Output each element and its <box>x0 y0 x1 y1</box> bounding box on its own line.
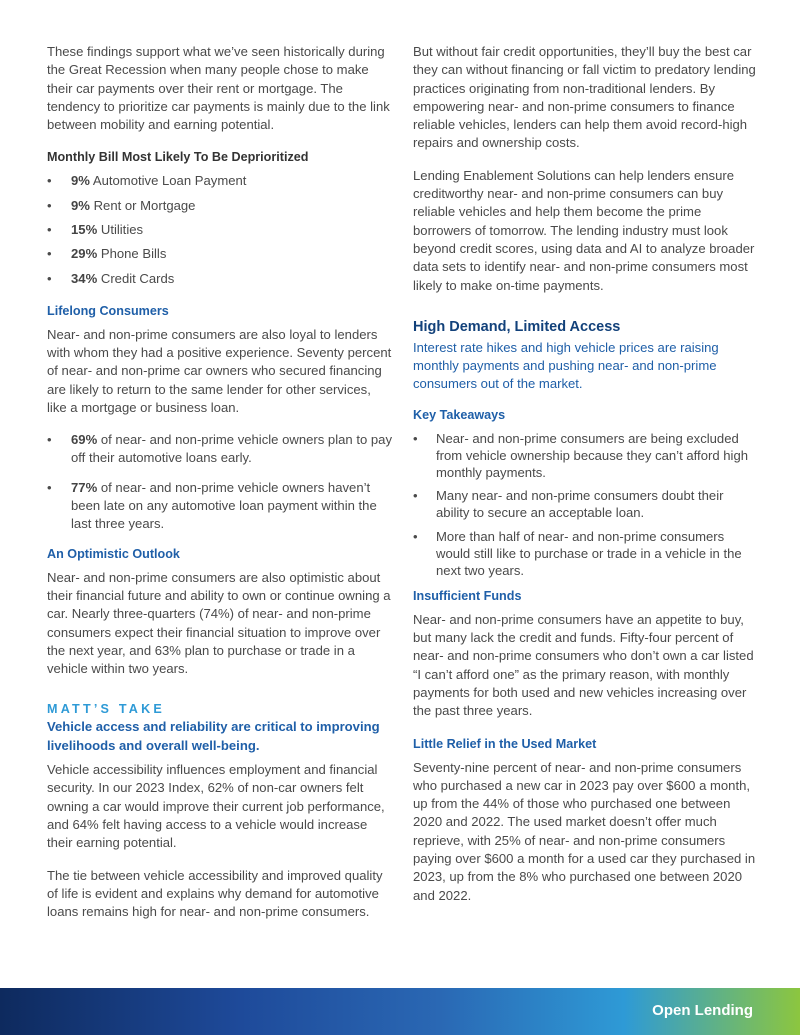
matts-take-paragraph-2: The tie between vehicle accessibility and improved quality of life is evident and explains why demand for automotive loans remains high for near- and non-prime consumers. <box>47 867 383 920</box>
section-heading-insufficient-funds: Insufficient Funds <box>413 588 522 603</box>
lifelong-list <box>47 431 392 533</box>
outlook-paragraph: Near- and non-prime consumers are also optimistic about their financial future and ability to own or continue owning a car. Nearly three-quarters (74%) of near- and non-prime consumers expect their financial situation to improve over the next year, and 63% plan to purchase or trade in a vehicle within two years. <box>47 569 391 677</box>
key-takeaways-list <box>413 430 758 579</box>
list-item: • 9% Rent or Mortgage <box>47 197 392 215</box>
intro-paragraph: These findings support what we’ve seen historically during the Great Recession when many people chose to make their car payments over their rent or mortgage. The tendency to prioritize car payments is mainly due to the link between mobility and earning potential. <box>47 44 390 133</box>
list-item: • More than half of near- and non-prime consumers would still like to purchase or trade in a vehicle in the next two years. <box>413 528 758 579</box>
left-column <box>47 43 392 921</box>
insufficient-funds-paragraph: Near- and non-prime consumers have an appetite to buy, but many lack the credit and funds. Fifty-four percent of near- and non-prime consumers who don’t own a car listed “I can’t afford one” as the primary reason, with monthly payments for both used and new vehicles increasing over the past three years. <box>413 611 754 719</box>
list-item: • 69% of near- and non-prime vehicle owners plan to pay off their automotive loans early. <box>47 431 392 468</box>
lending-paragraph: Lending Enablement Solutions can help lenders ensure creditworthy near- and non-prime consumers can buy reliable vehicles and help them become the prime borrowers of tomorrow. The lending industry must look beyond credit scores, using data and AI to analyze broader data sets to identify near- and non-prime consumers most likely to make on-time payments. <box>413 167 755 293</box>
list-item: • Near- and non-prime consumers are being excluded from vehicle ownership because they can’t afford high monthly payments. <box>413 430 758 481</box>
section-subtitle-high-demand: Interest rate hikes and high vehicle prices are raising monthly payments and pushing near- and non-prime consumers out of the market. <box>413 339 719 392</box>
section-title-high-demand: High Demand, Limited Access <box>413 318 621 335</box>
brand-logo: Open Lending <box>652 1002 753 1019</box>
right-column <box>413 43 758 905</box>
list-item: • 34% Credit Cards <box>47 270 392 288</box>
matts-take-label: MATT’S TAKE <box>47 702 165 717</box>
section-heading-used-market: Little Relief in the Used Market <box>413 736 597 751</box>
matts-take-paragraph-1: Vehicle accessibility influences employment and financial security. In our 2023 Index, 62% of non-car owners felt owning a car would improve their current job performance, and 64% felt having access to a vehicle would increase their earning potential. <box>47 762 385 851</box>
used-market-paragraph: Seventy-nine percent of near- and non-prime consumers who purchased a new car in 2023 pay over $600 a month, up from the 44% of those who purchased one between 2020 and 2022. The used market doesn’t offer much reprieve, with 25% of near- and non-prime consumers paying over $600 a month for a used car they purchased in 2023, up from the 8% who purchased one between 2020 and 2022. <box>413 759 756 903</box>
credit-paragraph: But without fair credit opportunities, they’ll buy the best car they can without financing or fall victim to predatory lending practices originating from non-traditional lenders. By empowering near- and non-prime consumers to finance reliable vehicles, lenders can help them avoid record-high repairs and ownership costs. <box>413 44 756 151</box>
list-item: • 15% Utilities <box>47 221 392 239</box>
bill-list <box>47 172 392 287</box>
list-item: • 29% Phone Bills <box>47 245 392 263</box>
list-item: • 9% Automotive Loan Payment <box>47 172 392 190</box>
lifelong-paragraph: Near- and non-prime consumers are also loyal to lenders with whom they had a positive experience. Seventy percent of near- and non-prime car owners who secured financing are likely to return to the same lender for other services, like a mortgage or business loan. <box>47 326 392 415</box>
section-heading-key-takeaways: Key Takeaways <box>413 407 506 422</box>
list-item: • Many near- and non-prime consumers doubt their ability to secure an acceptable loan. <box>413 487 758 521</box>
footer-bar <box>0 988 800 1035</box>
section-heading-outlook: An Optimistic Outlook <box>47 546 180 561</box>
bill-heading: Monthly Bill Most Likely To Be Deprioritized <box>47 150 309 165</box>
list-item: • 77% of near- and non-prime vehicle owners haven’t been late on any automotive loan payment within the last three years. <box>47 479 392 534</box>
section-heading-lifelong: Lifelong Consumers <box>47 303 169 318</box>
matts-take-subheading: Vehicle access and reliability are critical to improving livelihoods and overall well-being. <box>47 719 380 753</box>
